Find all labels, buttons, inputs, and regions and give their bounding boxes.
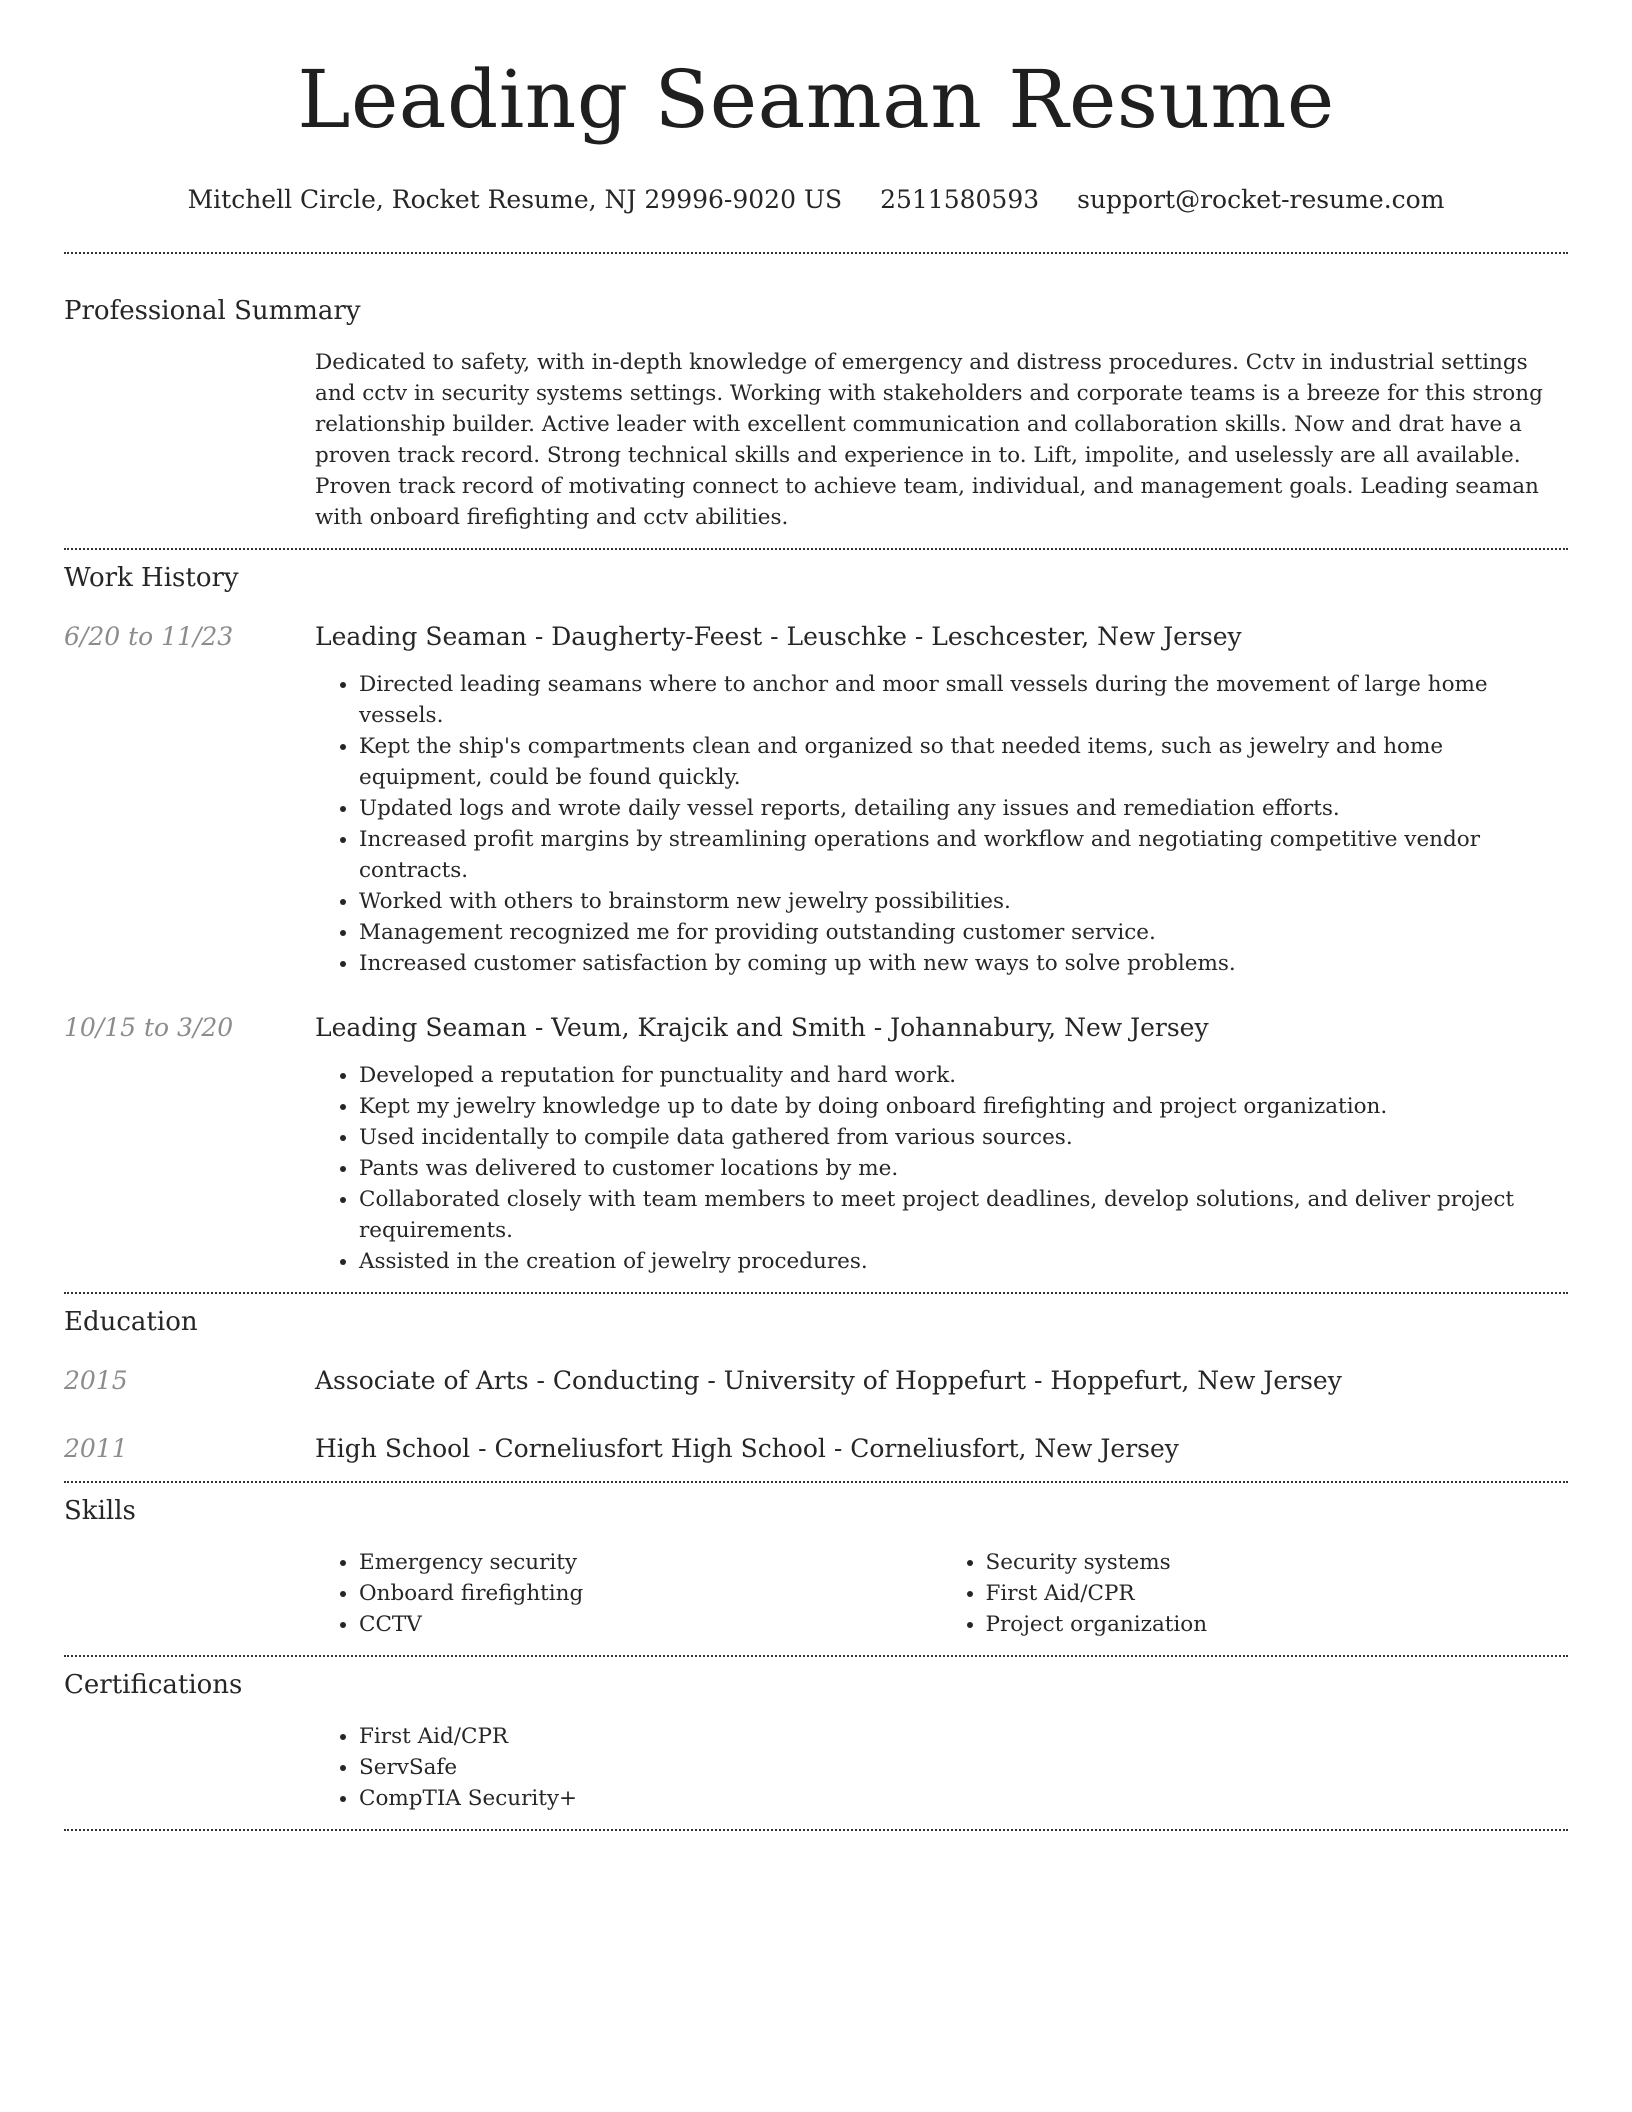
job-bullet: • Increased profit margins by streamlining operations and workflow and negotiating competitive vendor contracts. [359,824,1568,886]
skill-item: • Emergency security [359,1547,942,1578]
job-entry [64,620,1568,979]
skill-item: • First Aid/CPR [986,1578,1569,1609]
education-entry [64,1432,1568,1466]
job-title: Leading Seaman - Veum, Krajcik and Smith - Johannabury, New Jersey [315,1013,1209,1042]
skill-item: • Project organization [986,1609,1569,1640]
job-bullet: • Collaborated closely with team members to meet project deadlines, develop solutions, and deliver project requirements. [359,1184,1568,1246]
skills-section [64,1483,1568,1640]
certification-item: • CompTIA Security+ [359,1783,1568,1814]
education-year: 2011 [64,1434,128,1463]
summary-heading: Professional Summary [64,296,361,326]
education-school: - University of Hoppefurt - Hoppefurt, New Jersey [699,1366,1342,1395]
certifications-heading: Certifications [64,1670,243,1700]
job-bullet: • Kept my jewelry knowledge up to date by doing onboard firefighting and project organization. [359,1091,1568,1122]
certification-item: • ServSafe [359,1752,1568,1783]
job-bullet: • Directed leading seamans where to anchor and moor small vessels during the movement of large home vessels. [359,669,1568,731]
certifications-section [64,1657,1568,1814]
skill-item: • Security systems [986,1547,1569,1578]
education-degree: High School [315,1434,471,1463]
education-section [64,1294,1568,1466]
contact-line [64,184,1568,216]
education-year: 2015 [64,1366,128,1395]
job-bullet: • Worked with others to brainstorm new jewelry possibilities. [359,886,1568,917]
skills-grid [315,1547,1568,1640]
resume-title: Leading Seaman Resume [297,53,1335,146]
education-heading: Education [64,1307,198,1337]
job-dates: 6/20 to 11/23 [64,622,234,651]
job-bullet: • Increased customer satisfaction by coming up with new ways to solve problems. [359,948,1568,979]
education-entry [64,1364,1568,1398]
work-history-heading: Work History [64,563,239,593]
contact-phone: 2511580593 [880,185,1040,214]
divider [64,1829,1568,1831]
job-title: Leading Seaman - Daugherty-Feest - Leuschke - Leschcester, New Jersey [315,622,1242,651]
job-bullets [315,1060,1568,1277]
skill-item: • Onboard firefighting [359,1578,942,1609]
work-history-section [64,550,1568,1277]
skills-heading: Skills [64,1496,136,1526]
skill-item: • CCTV [359,1609,942,1640]
job-bullet: • Used incidentally to compile data gathered from various sources. [359,1122,1568,1153]
summary-text: Dedicated to safety, with in-depth knowledge of emergency and distress procedures. Cctv in industrial settings and cctv in security systems settings. Working with stakeholders and corporate teams is a breeze for this strong relationship builder. Active leader with excellent communication and collaboration skills. Now and drat have a proven track record. Strong technical skills and experience in to. Lift, impolite, and uselessly are all available. Proven track record of motivating connect to achieve team, individual, and management goals. Leading seaman with onboard firefighting and cctv abilities. [315,350,1543,530]
education-degree: Associate of Arts - Conducting [315,1366,700,1395]
job-bullet: • Management recognized me for providing outstanding customer service. [359,917,1568,948]
summary-section [64,254,1568,533]
job-bullet: • Updated logs and wrote daily vessel reports, detailing any issues and remediation efforts. [359,793,1568,824]
certifications-list [315,1721,1568,1814]
contact-email: support@rocket-resume.com [1077,185,1445,214]
skills-list-right [942,1547,1569,1640]
job-dates: 10/15 to 3/20 [64,1013,234,1042]
certification-item: • First Aid/CPR [359,1721,1568,1752]
job-bullet: • Assisted in the creation of jewelry procedures. [359,1246,1568,1277]
job-entry [64,1011,1568,1277]
job-bullet: • Kept the ship's compartments clean and organized so that needed items, such as jewelry and home equipment, could be found quickly. [359,731,1568,793]
contact-address: Mitchell Circle, Rocket Resume, NJ 29996-9020 US [187,185,843,214]
job-bullet: • Pants was delivered to customer locations by me. [359,1153,1568,1184]
resume-page [64,0,1568,1831]
job-bullet: • Developed a reputation for punctuality and hard work. [359,1060,1568,1091]
education-school: - Corneliusfort High School - Corneliusfort, New Jersey [470,1434,1179,1463]
skills-list-left [315,1547,942,1640]
job-bullets [315,669,1568,979]
